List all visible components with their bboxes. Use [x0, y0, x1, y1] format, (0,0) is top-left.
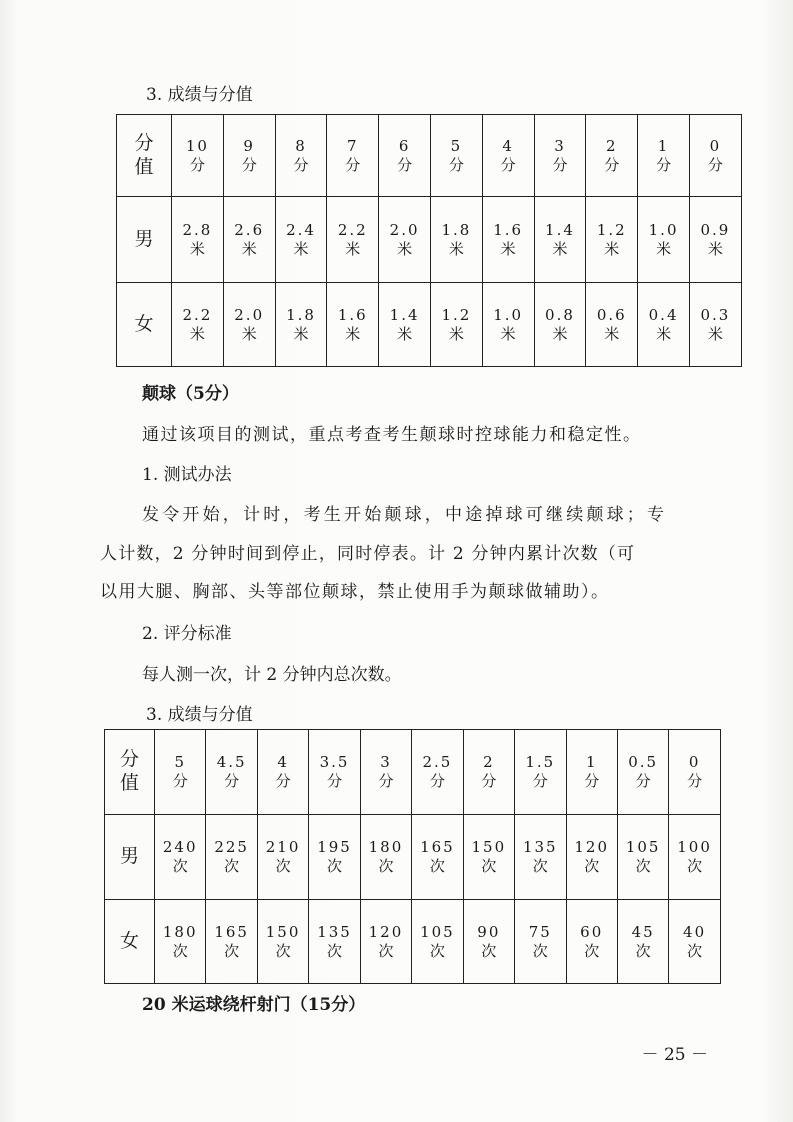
female-value-cell: [586, 283, 638, 367]
cell-value: 100: [677, 838, 712, 857]
score-table-juggling: [104, 729, 721, 984]
cell-value: 2.0: [234, 305, 265, 324]
cell-value: 210: [265, 838, 301, 857]
cell-unit: 分: [397, 155, 413, 174]
cell-unit: 分: [293, 155, 309, 174]
cell-unit: 次: [327, 857, 343, 875]
cell-unit: 米: [189, 324, 205, 343]
score-cell: [482, 115, 534, 197]
cell-value: 225: [214, 838, 249, 857]
male-value-cell: [155, 815, 206, 900]
female-value-cell: [412, 900, 463, 984]
cell-value: 75: [528, 922, 552, 941]
cell-value: 105: [420, 922, 455, 941]
cell-unit: 分: [172, 772, 188, 790]
cell-value: 165: [214, 922, 249, 941]
cell-unit: 米: [552, 239, 568, 258]
female-value-cell: [463, 900, 514, 984]
cell-unit: 分: [552, 155, 568, 174]
method-line-2: 人计数，2 分钟时间到停止，同时停表。计 2 分钟内累计次数（可: [100, 544, 636, 564]
cell-unit: 分: [224, 772, 240, 790]
row-head-score: 分 值: [117, 115, 172, 197]
female-value-cell: [430, 283, 482, 367]
cell-value: 4: [277, 753, 289, 772]
male-value-cell: [534, 197, 586, 283]
section-heading-scores-2: 3. 成绩与分值: [146, 705, 253, 725]
cell-value: 2.0: [389, 220, 420, 239]
method-line-3: 以用大腿、胸部、头等部位颠球，禁止使用手为颠球做辅助）。: [100, 582, 610, 602]
cell-value: 40: [683, 922, 707, 941]
female-value-cell: [309, 900, 360, 984]
male-value-cell: [463, 815, 514, 900]
cell-value: 1.8: [286, 305, 316, 324]
cell-unit: 次: [224, 941, 240, 960]
male-value-cell: [515, 815, 566, 900]
cell-value: 195: [317, 838, 352, 857]
cell-value: 105: [625, 838, 661, 857]
female-value-cell: [617, 900, 668, 984]
page-number: － 25 －: [641, 1045, 708, 1065]
cell-value: 1.0: [493, 305, 524, 324]
cell-value: 1.4: [545, 220, 575, 239]
cell-unit: 米: [345, 239, 361, 258]
score-cell: [223, 115, 275, 197]
cell-value: 180: [368, 838, 404, 857]
table-row-scores: [117, 115, 742, 197]
cell-value: 2: [606, 136, 618, 155]
cell-value: 1.6: [337, 305, 368, 324]
cell-unit: 次: [327, 941, 343, 960]
cell-value: 3.5: [319, 753, 350, 772]
cell-value: 2: [483, 753, 495, 772]
cell-value: 0.4: [648, 305, 679, 324]
score-cell: [412, 730, 463, 815]
cell-value: 2.2: [337, 220, 368, 239]
male-value-cell: [360, 815, 411, 900]
cell-value: 1.5: [525, 753, 556, 772]
male-value-cell: [482, 197, 534, 283]
cell-unit: 次: [275, 857, 291, 875]
cell-unit: 分: [687, 772, 703, 790]
female-value-cell: [275, 283, 327, 367]
cell-unit: 米: [397, 239, 413, 258]
female-value-cell: [482, 283, 534, 367]
male-value-cell: [430, 197, 482, 283]
score-cell: [638, 115, 690, 197]
male-value-cell: [412, 815, 463, 900]
cell-unit: 分: [481, 772, 497, 790]
cell-unit: 米: [552, 324, 568, 343]
cell-value: 2.4: [286, 220, 316, 239]
cell-unit: 分: [656, 155, 672, 174]
cell-value: 45: [631, 922, 655, 941]
female-value-cell: [360, 900, 411, 984]
method-line-1: 发令开始，计时，考生开始颠球，中途掉球可继续颠球；专: [142, 505, 668, 525]
cell-value: 1: [657, 136, 670, 155]
cell-value: 165: [420, 838, 455, 857]
female-value-cell: [379, 283, 431, 367]
cell-unit: 米: [241, 239, 257, 258]
male-value-cell: [275, 197, 327, 283]
female-value-cell: [689, 283, 741, 367]
score-cell: [430, 115, 482, 197]
cell-unit: 米: [293, 324, 309, 343]
cell-value: 10: [185, 136, 209, 155]
row-head-male: 男: [105, 815, 155, 900]
female-value-cell: [172, 283, 224, 367]
cell-unit: 米: [448, 324, 464, 343]
cell-unit: 米: [604, 239, 620, 258]
male-value-cell: [327, 197, 379, 283]
cell-unit: 次: [429, 857, 445, 875]
cell-value: 240: [162, 838, 198, 857]
male-value-cell: [566, 815, 617, 900]
cell-unit: 分: [241, 155, 257, 174]
score-cell: [463, 730, 514, 815]
cell-unit: 分: [189, 155, 205, 174]
table-row-male: [105, 815, 721, 900]
cell-unit: 米: [448, 239, 464, 258]
cell-value: 135: [317, 922, 352, 941]
cell-unit: 分: [635, 772, 651, 790]
cell-unit: 米: [189, 239, 205, 258]
cell-unit: 分: [327, 772, 343, 790]
score-cell: [257, 730, 308, 815]
cell-unit: 次: [584, 857, 600, 875]
cell-value: 2.5: [422, 753, 453, 772]
cell-value: 0: [688, 753, 701, 772]
cell-unit: 次: [378, 857, 394, 875]
score-cell: [309, 730, 360, 815]
cell-unit: 米: [345, 324, 361, 343]
cell-value: 2.2: [182, 305, 213, 324]
next-item-title: 20 米运球绕杆射门（15分）: [142, 995, 366, 1015]
cell-unit: 米: [707, 239, 723, 258]
cell-value: 90: [477, 922, 501, 941]
cell-value: 5: [450, 136, 463, 155]
cell-value: 5: [174, 753, 186, 772]
cell-unit: 次: [224, 857, 240, 875]
male-value-cell: [586, 197, 638, 283]
cell-value: 4: [502, 136, 514, 155]
male-value-cell: [257, 815, 308, 900]
cell-value: 4.5: [216, 753, 247, 772]
cell-unit: 米: [656, 324, 672, 343]
cell-unit: 次: [635, 857, 651, 875]
cell-unit: 分: [378, 772, 394, 790]
score-table-distance: [116, 114, 742, 367]
female-value-cell: [534, 283, 586, 367]
cell-unit: 次: [481, 941, 497, 960]
cell-value: 150: [265, 922, 301, 941]
female-value-cell: [206, 900, 257, 984]
cell-unit: 次: [172, 857, 188, 875]
score-cell: [275, 115, 327, 197]
table-row-female: [117, 283, 742, 367]
cell-unit: 米: [656, 239, 672, 258]
male-value-cell: [638, 197, 690, 283]
cell-value: 1.2: [441, 305, 472, 324]
male-value-cell: [617, 815, 668, 900]
cell-value: 9: [243, 136, 255, 155]
cell-value: 1.0: [648, 220, 679, 239]
male-value-cell: [172, 197, 224, 283]
cell-unit: 分: [584, 772, 600, 790]
male-value-cell: [206, 815, 257, 900]
cell-unit: 米: [604, 324, 620, 343]
cell-value: 135: [522, 838, 558, 857]
table-row-male: [117, 197, 742, 283]
cell-value: 7: [347, 136, 359, 155]
row-head-female: 女: [117, 283, 172, 367]
cell-unit: 分: [345, 155, 361, 174]
cell-unit: 次: [687, 941, 703, 960]
cell-value: 0.5: [628, 753, 659, 772]
female-value-cell: [638, 283, 690, 367]
score-cell: [327, 115, 379, 197]
cell-value: 1.8: [441, 220, 472, 239]
cell-value: 120: [574, 838, 610, 857]
criteria-text: 每人测一次，计 2 分钟内总次数。: [142, 665, 402, 685]
cell-unit: 次: [532, 941, 548, 960]
cell-unit: 次: [687, 857, 703, 875]
cell-unit: 分: [448, 155, 464, 174]
row-head-female: 女: [105, 900, 155, 984]
cell-unit: 分: [429, 772, 445, 790]
score-cell: [534, 115, 586, 197]
score-cell: [172, 115, 224, 197]
cell-value: 0.9: [700, 220, 731, 239]
cell-value: 150: [471, 838, 507, 857]
score-cell: [586, 115, 638, 197]
table-row-scores: [105, 730, 721, 815]
cell-unit: 分: [532, 772, 548, 790]
cell-value: 1.2: [596, 220, 627, 239]
cell-value: 2.6: [234, 220, 265, 239]
cell-value: 2.8: [182, 220, 213, 239]
cell-value: 180: [162, 922, 198, 941]
cell-unit: 分: [500, 155, 516, 174]
cell-value: 0.6: [596, 305, 627, 324]
male-value-cell: [669, 815, 720, 900]
score-cell: [379, 115, 431, 197]
cell-unit: 分: [707, 155, 723, 174]
female-value-cell: [669, 900, 720, 984]
cell-value: 0.8: [545, 305, 575, 324]
cell-unit: 米: [397, 324, 413, 343]
score-cell: [566, 730, 617, 815]
female-value-cell: [257, 900, 308, 984]
female-value-cell: [566, 900, 617, 984]
male-value-cell: [689, 197, 741, 283]
cell-unit: 分: [604, 155, 620, 174]
cell-unit: 次: [275, 941, 291, 960]
juggling-intro: 通过该项目的测试，重点考查考生颠球时控球能力和稳定性。: [142, 425, 642, 445]
cell-unit: 米: [241, 324, 257, 343]
table-row-female: [105, 900, 721, 984]
cell-unit: 次: [172, 941, 188, 960]
section-heading-scores-1: 3. 成绩与分值: [146, 85, 253, 105]
score-cell: [617, 730, 668, 815]
cell-value: 3: [554, 136, 566, 155]
juggling-title: 颠球（5分）: [142, 384, 239, 404]
male-value-cell: [309, 815, 360, 900]
cell-unit: 分: [275, 772, 291, 790]
cell-unit: 米: [500, 239, 516, 258]
cell-unit: 米: [707, 324, 723, 343]
cell-value: 6: [398, 136, 411, 155]
cell-unit: 次: [532, 857, 548, 875]
cell-value: 120: [368, 922, 404, 941]
cell-value: 3: [380, 753, 392, 772]
cell-value: 1: [585, 753, 598, 772]
cell-unit: 米: [500, 324, 516, 343]
score-cell: [155, 730, 206, 815]
cell-value: 60: [580, 922, 604, 941]
cell-unit: 次: [429, 941, 445, 960]
cell-value: 0: [709, 136, 722, 155]
female-value-cell: [223, 283, 275, 367]
row-head-male: 男: [117, 197, 172, 283]
cell-unit: 次: [635, 941, 651, 960]
cell-unit: 次: [584, 941, 600, 960]
female-value-cell: [515, 900, 566, 984]
cell-unit: 次: [481, 857, 497, 875]
score-cell: [515, 730, 566, 815]
male-value-cell: [223, 197, 275, 283]
male-value-cell: [379, 197, 431, 283]
criteria-heading: 2. 评分标准: [142, 624, 232, 644]
row-head-score: 分 值: [105, 730, 155, 815]
cell-unit: 米: [293, 239, 309, 258]
female-value-cell: [327, 283, 379, 367]
score-cell: [206, 730, 257, 815]
method-heading: 1. 测试办法: [142, 465, 232, 485]
cell-value: 1.6: [493, 220, 524, 239]
cell-value: 1.4: [389, 305, 420, 324]
cell-unit: 次: [378, 941, 394, 960]
cell-value: 8: [295, 136, 307, 155]
cell-value: 0.3: [700, 305, 731, 324]
score-cell: [669, 730, 720, 815]
score-cell: [689, 115, 741, 197]
score-cell: [360, 730, 411, 815]
female-value-cell: [155, 900, 206, 984]
